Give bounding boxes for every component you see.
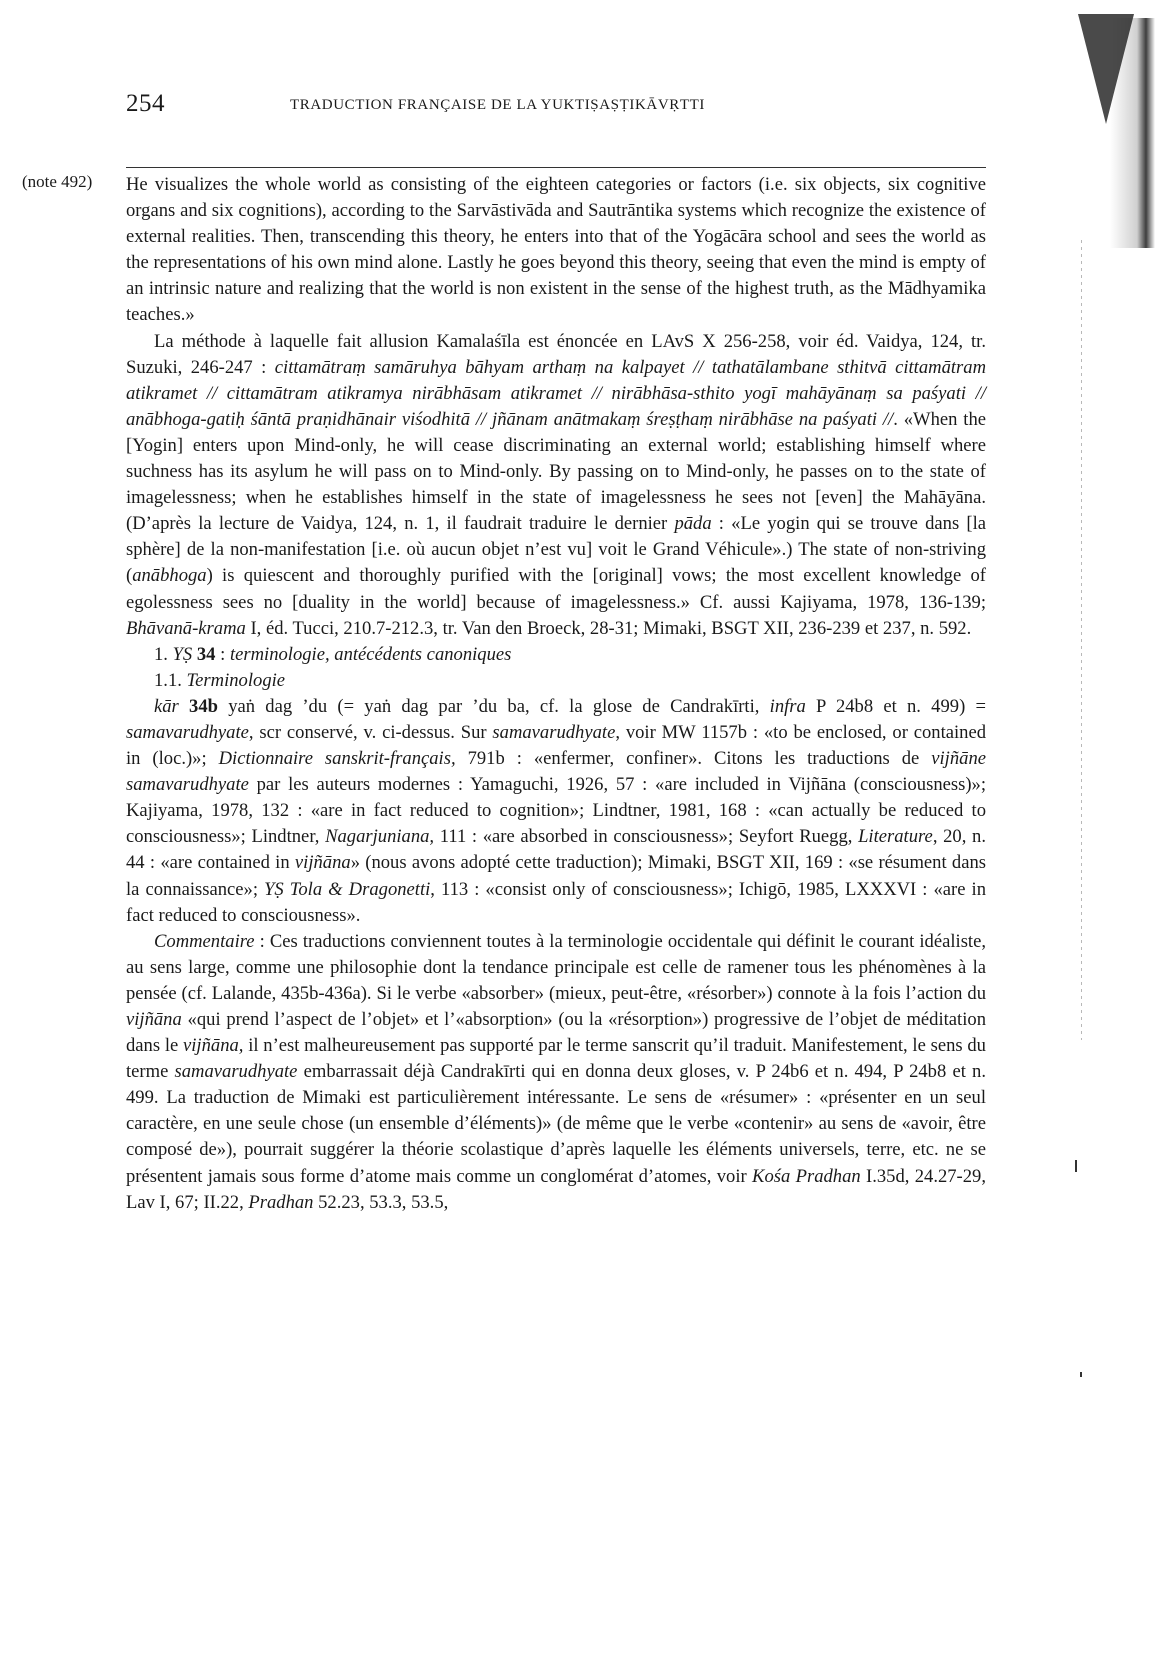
italic-text: terminologie, antécédents canoniques bbox=[229, 643, 512, 665]
italic-text: Bhāvanā-krama bbox=[126, 617, 246, 639]
text-run: : Ces traductions conviennent toutes à la terminologie occidentale qui définit le courant idéaliste, au sens large, comme une philosophie dont la tendance principale est celle de ramener tous les phénomènes à la pensée (cf. Lalande, 435b-436a). Si le verbe «absorber» (mieux, peut-être, «résorber») connote à la fois l’action du bbox=[126, 930, 986, 1004]
text-run: 52.23, 53.3, 53.5, bbox=[313, 1191, 449, 1213]
text-run: : bbox=[215, 643, 230, 665]
paragraph bbox=[126, 694, 986, 929]
scan-speck bbox=[1075, 1160, 1077, 1172]
italic-text: Commentaire bbox=[154, 930, 255, 952]
text-run: 791b : «enfermer, confiner». Citons les traductions de bbox=[455, 748, 932, 770]
text-run: I.35d, 24.27-29, Lav I, 67; II.22, bbox=[126, 1165, 986, 1213]
header-rule bbox=[126, 167, 986, 168]
paragraph bbox=[126, 929, 986, 1216]
text-run: La méthode à laquelle fait allusion Kamalaśīla est énoncée en LAvS X 256-258, voir éd. Vaidya, 124, tr. Suzuki, 246-247 : bbox=[126, 330, 986, 378]
text-run: ) is quiescent and thoroughly purified with the [original] vows; the most excellent knowledge of egolessness sees no [duality in the world] because of imagelessness.» Cf. aussi Kajiyama, 1978, 136-139; bbox=[126, 565, 986, 613]
text-run: . «When the [Yogin] enters upon Mind-only, he will cease discriminating an external world; establishing himself where suchness has its asylum he will pass on to Mind-only. By passing on to Mind-only, he passes on to the state of imagelessness; when he establishes himself in the state of imagelessness he sees not [even] the Mahāyāna. (D’après la lecture de Vaidya, 124, n. 1, il faudrait traduire le dernier bbox=[126, 408, 986, 535]
note-label: (note 492) bbox=[22, 172, 93, 191]
text-run: , 113 : «consist only of consciousness»; Ichigō, 1985, LXXXVI : «are in fact reduced to consciousness». bbox=[126, 878, 986, 926]
paragraph bbox=[126, 642, 986, 668]
italic-text: samavarudhyate bbox=[492, 721, 616, 743]
italic-text: vijñāna, bbox=[183, 1035, 244, 1057]
page-header bbox=[126, 90, 986, 124]
italic-text: samavarudhyate bbox=[126, 721, 249, 743]
italic-text: infra bbox=[769, 695, 806, 717]
italic-text: Pradhan bbox=[248, 1191, 314, 1213]
text-run: , scr conservé, v. ci-dessus. Sur bbox=[248, 721, 493, 743]
bold-text: 34b bbox=[178, 695, 218, 717]
italic-text: samavarudhyate bbox=[174, 1061, 298, 1083]
body-text bbox=[126, 172, 986, 1216]
italic-text: kār bbox=[154, 695, 179, 717]
italic-text: Nagarjuniana, bbox=[325, 826, 435, 848]
italic-text: vijñāna bbox=[294, 852, 351, 874]
italic-text: cittamātraṃ samāruhya bāhyam arthaṃ na kalpayet // tathatālambane sthitvā cittamātram atikramet // cittamātram atikramya nirābhāsam atikramet // nirābhāsa-sthito yogī mahāyānaṃ sa paśyati // anābhoga-gatiḥ śāntā praṇidhānair viśodhitā // jñānam anātmakaṃ śreṣṭhaṃ nirābhāse na paśyati // bbox=[126, 356, 986, 430]
paragraph bbox=[126, 329, 986, 642]
italic-text: vijñāna bbox=[126, 1009, 182, 1030]
text-run: 1.1. bbox=[154, 669, 187, 691]
italic-text: Dictionnaire sanskrit-français, bbox=[218, 748, 456, 770]
paragraph bbox=[126, 172, 986, 329]
italic-text: pāda bbox=[674, 513, 712, 535]
text-run: yaṅ dag ’du (= yaṅ dag par ’du ba, cf. la glose de Candrakīrti, bbox=[217, 695, 770, 717]
text-run: He visualizes the whole world as consisting of the eighteen categories or factors (i.e. six objects, six cognitive organs and six cognitions), according to the Sarvāstivāda and Sautrāntika systems which recognize the existence of external realities. Then, transcending this theory, he enters into that of the Yogācāra school and sees the world as the representations of his own mind alone. Lastly he goes beyond this theory, seeing that even the mind is empty of an intrinsic nature and realizing that the world is non existent in the sense of the highest truth, as the Mādhyamika teaches.» bbox=[126, 174, 986, 326]
italic-text: Terminologie bbox=[186, 669, 286, 691]
italic-text: vijñāne samavarudhyate bbox=[126, 748, 986, 796]
scan-artifact-line bbox=[1081, 240, 1082, 1040]
text-run: I, éd. Tucci, 210.7-212.3, tr. Van den Broeck, 28-31; Mimaki, BSGT XII, 236-239 et 237, n. 592. bbox=[245, 617, 972, 639]
italic-text: Literature bbox=[858, 826, 933, 848]
italic-text: anābhoga bbox=[132, 565, 207, 587]
paragraph bbox=[126, 668, 986, 694]
italic-text: YṢ bbox=[172, 643, 193, 665]
text-run: il n’est malheureusement pas supporté par le terme sanscrit qu’il traduit. Manifestement, le sens du terme bbox=[126, 1035, 986, 1083]
scan-shadow-tip bbox=[1078, 14, 1134, 124]
text-run: , voir MW 1157b : «to be enclosed, or contained in (loc.)»; bbox=[126, 721, 987, 770]
text-run: embarrassait déjà Candrakīrti qui en donna deux gloses, v. P 24b6 et n. 494, P 24b8 et n. 499. La traduction de Mimaki est particulièrement intéressante. Le sens de «résumer» : «présenter en un seul caractère, en une seule chose (un ensemble d’éléments)» (de même que le verbe «contenir» au sens de «avoir, être composé de»), pourrait suggérer la théorie scolastique d’après laquelle les éléments universels, terre, etc. ne se présentent jamais sous forme d’atome mais comme un conglomérat d’atomes, voir bbox=[126, 1061, 986, 1187]
bold-text: 34 bbox=[192, 643, 216, 665]
italic-text: YṢ Tola & Dragonetti bbox=[264, 878, 431, 900]
text-run: 111 : «are absorbed in consciousness»; Seyfort Ruegg, bbox=[434, 826, 859, 848]
text-run: 1. bbox=[154, 643, 173, 665]
text-run: par les auteurs modernes : Yamaguchi, 1926, 57 : «are included in Vijñāna (consciousness)»; Kajiyama, 1978, 132 : «are in fact reduced to cognition»; Lindtner, 1981, 168 : «can actually be reduced to consciousness»; Lindtner, bbox=[126, 774, 986, 848]
text-run: «qui prend l’aspect de l’objet» et l’«absorption» (ou la «résorption») progressive de l’objet de méditation dans le bbox=[126, 1009, 986, 1057]
text-run: P 24b8 et n. 499) = bbox=[805, 695, 986, 717]
text-run: : «Le yogin qui se trouve dans [la sphère] de la non-manifestation [i.e. où aucun objet n’est vu] voit le Grand Véhicule».) The state of non-striving ( bbox=[126, 513, 986, 587]
running-head: TRADUCTION FRANÇAISE DE LA YUKTIṢAṢṬIKĀVṚTTI bbox=[290, 97, 706, 113]
italic-text: Kośa Pradhan bbox=[752, 1165, 861, 1187]
page-number: 254 bbox=[126, 90, 165, 117]
text-run: » (nous avons adopté cette traduction); Mimaki, BSGT XII, 169 : «se résument dans la connaissance»; bbox=[126, 852, 986, 900]
text-run: , 20, n. 44 : «are contained in bbox=[126, 826, 986, 874]
scan-speck bbox=[1080, 1372, 1082, 1377]
